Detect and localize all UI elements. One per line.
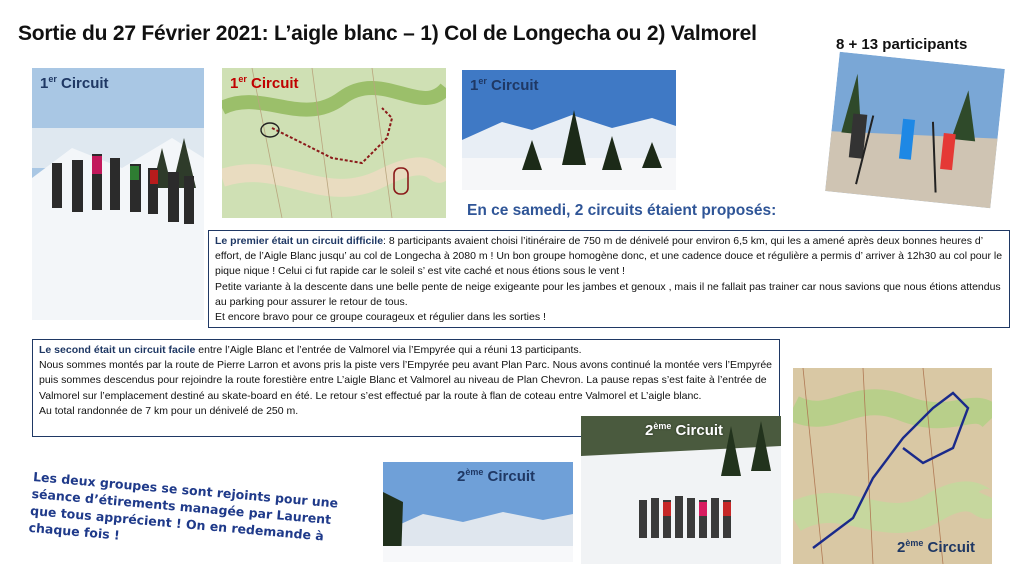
circuit2-lead: Le second était un circuit facile [39, 344, 196, 356]
circuit1-lead: Le premier était un circuit difficile [215, 235, 384, 247]
circuit2-label-map: 2ème Circuit [897, 538, 976, 556]
circuit1-text-2: Petite variante à la descente dans une belle pente de neige exigeante pour les jambes et genoux , mais il ne fallait pas trainer car nous savions que nous étions attendus au parking pour assurer le retour de tous. [215, 280, 1001, 308]
circuit1-label-map: 1er Circuit [230, 74, 299, 92]
section-headline: En ce samedi, 2 circuits étaient proposés: [467, 202, 777, 219]
photo-hikers-top-right [825, 52, 1005, 209]
map-circuit1 [222, 68, 446, 218]
circuit2-text-3: Au total randonnée de 7 km pour un dénivelé de 250 m. [39, 404, 299, 417]
circuit1-label-photo1: 1er Circuit [40, 74, 109, 92]
circuit1-label-photo3: 1er Circuit [470, 76, 539, 94]
stretching-note: Les deux groupes se sont rejoints pour une séance d’étirements managée par Laurent que tous apprécient ! On en redemande à chaque fois ! [28, 468, 339, 544]
circuit2-text-1: entre l’Aigle Blanc et l’entrée de Valmorel via l’Empyrée qui a réuni 13 participants. [195, 344, 582, 356]
participants-count: 8 + 13 participants [836, 36, 968, 53]
circuit1-text-1: : 8 participants avaient choisi l’itinéraire de 750 m de dénivelé pour environ 6,5 km, qui les a amené après deux bonnes heures d’ effort, de l’Aigle Blanc jusqu’ au col de Longecha à 2080 m ! Un bon groupe homogène donc, et une cadence douce et régulière a permis d’ arriver à 12h30 au col pour le pique nique ! Celui ci fut rapide car le soleil s’ est vite caché et nous étions sous le vent ! [215, 235, 1003, 278]
photo-mountains-trees [462, 70, 676, 190]
circuit1-text-3: Et encore bravo pour ce groupe courageux et régulier dans les sorties ! [215, 311, 546, 324]
map-circuit2 [793, 368, 992, 564]
photo-group-circuit2 [581, 416, 781, 564]
circuit2-text-2: Nous sommes montés par la route de Pierre Larron et avons pris la piste vers l’Empyrée peu avant Plan Parc. Nous avons continué la montée vers l’Empyrée puis sommes descendus pour rejoindre la route forestière entre L’aigle Blanc et Valmorel au niveau de Plan Chevron. La pause repas s’est faite à l’entrée de Valmorel sur l’emplacement destiné au skate-board en été. Le retour s’est effectué par la route à flan de coteau entre Valmorel et L’aigle blanc. [39, 359, 773, 402]
circuit1-description-box [208, 230, 1010, 328]
photo-group-snow [32, 68, 204, 320]
circuit2-label-mountains: 2ème Circuit [457, 467, 536, 485]
photo-mountains-circuit2 [383, 462, 573, 562]
page-title: Sortie du 27 Février 2021: L’aigle blanc – 1) Col de Longecha ou 2) Valmorel [18, 22, 757, 45]
circuit2-label-group: 2ème Circuit [645, 421, 724, 439]
